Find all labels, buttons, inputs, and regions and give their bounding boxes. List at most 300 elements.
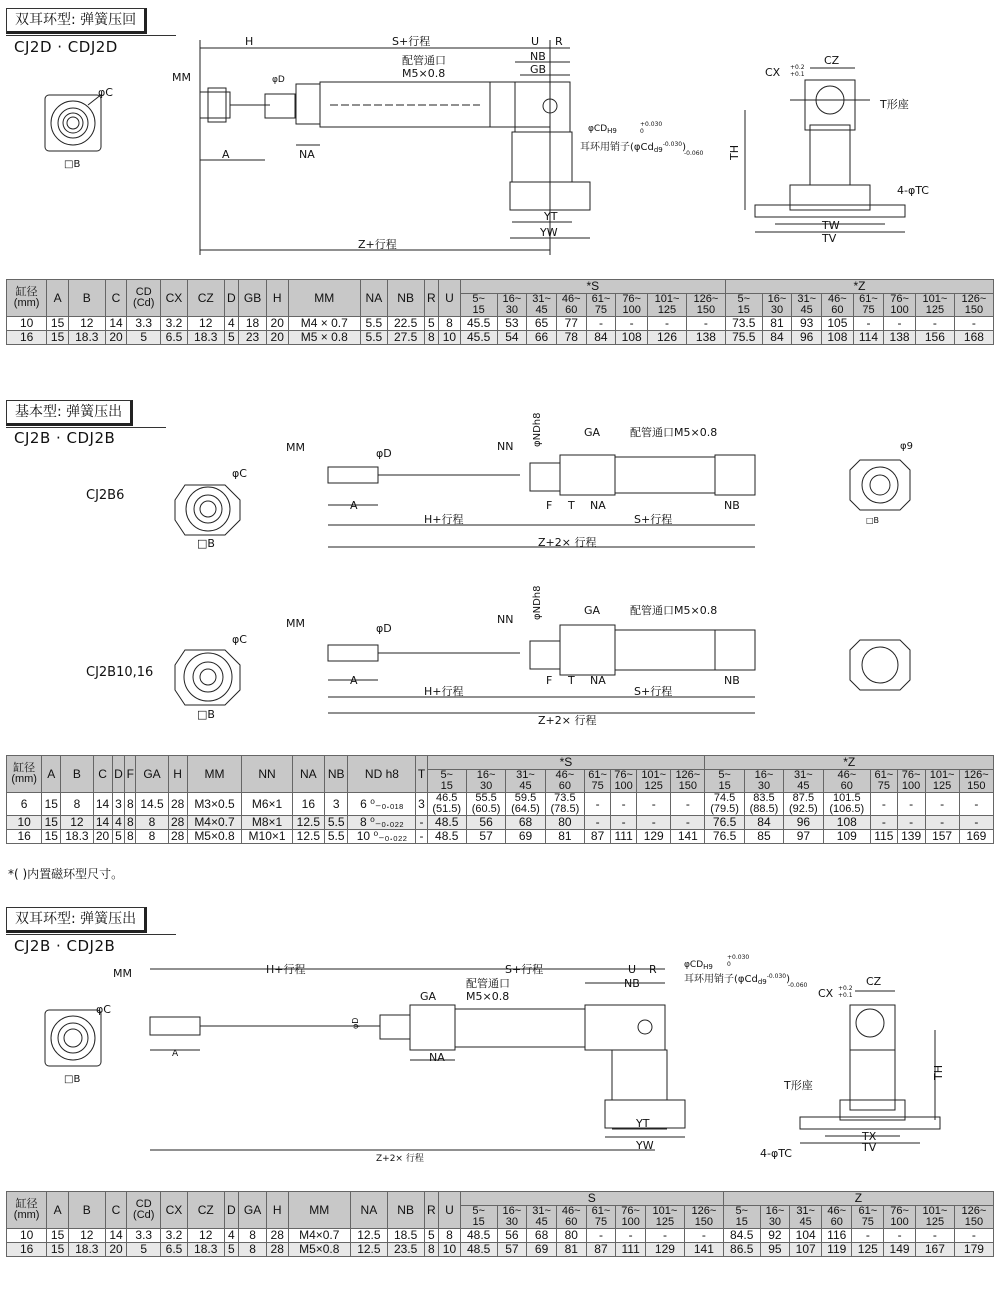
stroke-range-header: 76~ 100 — [616, 294, 648, 317]
t-seat-label: T形座 — [784, 1079, 813, 1092]
table-cell: 95 — [760, 1243, 790, 1257]
table-cell: 3 — [324, 793, 347, 816]
section-title: 基本型: 弹簧压出 — [6, 400, 133, 426]
dim-label-CD: φCD$_{H9}$ — [684, 960, 713, 971]
column-header: CX — [161, 1192, 188, 1229]
dim-label-TH: TH — [932, 1065, 945, 1080]
stroke-range-header: 126~ 150 — [954, 1206, 993, 1229]
table-cell: 6 ⁰₋₀.₀₁₈ — [348, 793, 416, 816]
end-view-left — [45, 1010, 101, 1066]
column-header: NA — [350, 1192, 387, 1229]
dim-label-TW: TW — [822, 219, 840, 232]
dim-label-MM: MM — [113, 967, 132, 980]
dim-label-S-stroke: S+行程 — [505, 963, 544, 976]
table-cell: 109 — [823, 830, 870, 844]
table-cell: 16 — [7, 331, 47, 345]
table-cell: 27.5 — [387, 331, 424, 345]
table-cell: 3.2 — [161, 1229, 188, 1243]
dim-label-MM: MM — [286, 441, 305, 454]
table-cell: 18.3 — [187, 1243, 224, 1257]
table-cell: 5 — [224, 331, 239, 345]
drawing-labels — [86, 413, 913, 727]
table-cell: M10×1 — [242, 830, 292, 844]
stroke-range-header: 61~ 75 — [586, 294, 616, 317]
dim-label-YT: YT — [544, 210, 558, 223]
stroke-range-header: 101~ 125 — [925, 770, 959, 793]
dim-label-phiNDh8-2: φNDh8 — [532, 585, 543, 620]
table-cell: - — [585, 793, 611, 816]
table-cell: 68 — [527, 1229, 557, 1243]
stroke-range-header: 31~ 45 — [790, 1206, 822, 1229]
column-header: GA — [136, 756, 168, 793]
table-cell: 8 — [125, 793, 136, 816]
dim-label-Z-stroke: Z+行程 — [358, 238, 397, 251]
port-size-label: M5×0.8 — [466, 990, 510, 1003]
stroke-range-header: 61~ 75 — [871, 770, 898, 793]
table-cell: 84.5 — [723, 1229, 760, 1243]
table-cell: 5.5 — [324, 816, 347, 830]
table-cell: 10 — [7, 317, 47, 331]
table-cell: 84 — [744, 816, 783, 830]
stroke-range-header: 16~ 30 — [760, 1206, 790, 1229]
table-cell: - — [853, 317, 883, 331]
dim-label-F-2: F — [546, 674, 553, 687]
table-cell: 8 — [424, 331, 439, 345]
table-cell: 167 — [915, 1243, 954, 1257]
table-cell: 73.5 (78.5) — [545, 793, 584, 816]
table-cell: 119 — [822, 1243, 852, 1257]
table-cell: 15 — [42, 830, 61, 844]
table-cell: 87 — [585, 830, 611, 844]
table-cell: 4 — [112, 816, 125, 830]
table-cell: 20 — [93, 830, 112, 844]
table-cell: 6.5 — [161, 1243, 188, 1257]
dim-label-YW: YW — [540, 226, 558, 239]
dim-label-A: A — [350, 499, 358, 512]
table-row — [7, 1243, 994, 1257]
table-cell: 138 — [884, 331, 916, 345]
column-header: H — [168, 756, 187, 793]
column-header: D — [224, 280, 239, 317]
table-cell: 78 — [556, 331, 586, 345]
table-cell: 83.5 (88.5) — [744, 793, 783, 816]
dim-label-CX-tol-lo: +0.1 — [790, 71, 805, 78]
table-cell: M6×1 — [242, 793, 292, 816]
table-cell: M4 × 0.7 — [288, 317, 361, 331]
table-cell: 15 — [47, 1229, 69, 1243]
table-cell: 169 — [959, 830, 993, 844]
table-cell: - — [616, 1229, 646, 1243]
drawing-basic-extend — [0, 395, 1000, 745]
table-cell: 96 — [792, 331, 822, 345]
cylinder-side-view — [200, 82, 590, 210]
table-cell: 101.5 (106.5) — [823, 793, 870, 816]
section-basic-spring-extend — [0, 395, 1000, 895]
stroke-range-header: 76~ 100 — [884, 294, 916, 317]
table-cell: 14 — [93, 816, 112, 830]
dim-label-CD-tol-lo: 0 — [640, 128, 644, 135]
section-double-clevis-spring-return — [0, 0, 1000, 375]
model-name: CJ2B · CDJ2B — [14, 937, 116, 955]
dim-label-U: U — [628, 963, 637, 976]
drawing-labels — [64, 34, 929, 251]
dim-label-GB: GB — [530, 63, 547, 76]
table-cell: 56 — [466, 816, 505, 830]
dim-label-CX: CX — [765, 66, 781, 79]
column-header: CX — [161, 280, 188, 317]
stroke-range-header: 61~ 75 — [585, 770, 611, 793]
table-cell: - — [871, 816, 898, 830]
table-cell: 8 — [239, 1243, 267, 1257]
table-cell: 28 — [168, 816, 187, 830]
table-cell: 56 — [497, 1229, 527, 1243]
dim-label-T-2: T — [568, 674, 575, 687]
stroke-range-header: 46~ 60 — [822, 294, 854, 317]
dim-label-H-stroke: H+行程 — [266, 963, 306, 976]
table-cell: 5 — [127, 331, 161, 345]
dim-label-GA-2: GA — [584, 604, 601, 617]
stroke-range-header: 61~ 75 — [586, 1206, 616, 1229]
column-header: 缸径 (mm) — [7, 280, 47, 317]
dim-label-B-2: □B — [197, 708, 215, 721]
table-cell: 28 — [266, 1243, 288, 1257]
column-header: A — [42, 756, 61, 793]
stroke-range-header: 46~ 60 — [822, 1206, 852, 1229]
cylinder-cj2b6 — [328, 455, 755, 547]
dim-label-T: T — [568, 499, 575, 512]
dim-label-CD-tol-up: +0.030 — [640, 121, 663, 128]
stroke-range-header: 5~ 15 — [427, 770, 466, 793]
drawing-double-clevis-return — [0, 0, 1000, 270]
table-cell: 81 — [545, 830, 584, 844]
dim-label-CX-tol-up: +0.2 — [838, 985, 853, 992]
table-cell: 8 — [239, 1229, 267, 1243]
column-header: B — [68, 280, 105, 317]
stroke-range-header: 46~ 60 — [545, 770, 584, 793]
column-header: NA — [361, 280, 388, 317]
column-header: ND h8 — [348, 756, 416, 793]
table-cell: M4×0.7 — [288, 1229, 350, 1243]
stroke-range-header: 61~ 75 — [853, 294, 883, 317]
column-header: MM — [187, 756, 242, 793]
dim-label-TC: 4-φTC — [897, 184, 929, 197]
column-header: CD (Cd) — [127, 1192, 161, 1229]
dim-label-S-stroke-2: S+行程 — [634, 685, 673, 698]
table-cell: 5 — [424, 317, 439, 331]
table-cell: 45.5 — [460, 317, 497, 331]
table-cell: 14 — [93, 793, 112, 816]
pin-label: 耳环用销子(φCd$_{d9}^{-0.030}$) — [580, 141, 686, 154]
stroke-range-header: 5~ 15 — [723, 1206, 760, 1229]
dim-label-CX: CX — [818, 987, 834, 1000]
table-cell: 3 — [112, 793, 125, 816]
table-cell: 84 — [586, 331, 616, 345]
table-cell: 76.5 — [705, 830, 744, 844]
dim-label-TH: TH — [728, 145, 741, 160]
drawing-labels — [64, 954, 945, 1164]
dim-label-CZ: CZ — [866, 975, 882, 988]
section-title: 双耳环型: 弹簧压回 — [6, 8, 147, 34]
table-cell: 16 — [292, 793, 324, 816]
column-group-s: *S — [427, 756, 705, 770]
column-header: U — [439, 1192, 461, 1229]
dim-label-F: F — [546, 499, 553, 512]
column-header: H — [266, 280, 288, 317]
column-header: NA — [292, 756, 324, 793]
table-row — [7, 331, 994, 345]
table-cell: 85 — [744, 830, 783, 844]
table-cell: 57 — [466, 830, 505, 844]
table-cell: - — [959, 793, 993, 816]
table-cell: 65 — [527, 317, 557, 331]
table-row — [7, 317, 994, 331]
table-cell: 45.5 — [460, 331, 497, 345]
end-view-cj2b6 — [175, 485, 240, 535]
stroke-range-header: 126~ 150 — [686, 294, 725, 317]
stroke-range-header: 31~ 45 — [506, 770, 545, 793]
table-cell: 8 — [61, 793, 93, 816]
table-cell: - — [585, 816, 611, 830]
table-cell: 48.5 — [427, 830, 466, 844]
table-cell: - — [959, 816, 993, 830]
dim-label-phiC: φC — [98, 86, 113, 99]
table-cell: - — [645, 1229, 684, 1243]
column-header: CZ — [187, 1192, 224, 1229]
table-cell: - — [915, 317, 954, 331]
table-cell: - — [616, 317, 648, 331]
table-cell: 5.5 — [324, 830, 347, 844]
table-cell: 12 — [68, 317, 105, 331]
dim-label-CD-tol-lo: 0 — [727, 961, 731, 968]
dim-label-Z2-stroke: Z+2× 行程 — [376, 1154, 424, 1164]
table-cell: 3.3 — [127, 1229, 161, 1243]
stroke-range-header: 101~ 125 — [645, 1206, 684, 1229]
table-cell: 5 — [112, 830, 125, 844]
table-cell: 5 — [127, 1243, 161, 1257]
dim-label-phiD: φD — [351, 1017, 360, 1029]
column-header: F — [125, 756, 136, 793]
table-cell: 16 — [7, 830, 42, 844]
dim-label-S-stroke: S+行程 — [392, 35, 431, 48]
stroke-range-header: 16~ 30 — [497, 1206, 527, 1229]
table-cell: 20 — [266, 317, 288, 331]
table-row — [7, 816, 994, 830]
column-group-z: *Z — [705, 756, 994, 770]
end-view-right-cj2b10 — [850, 640, 910, 690]
table-cell: M3×0.5 — [187, 793, 242, 816]
stroke-range-header: 31~ 45 — [784, 770, 823, 793]
dim-label-Z2-stroke: Z+2× 行程 — [538, 536, 597, 549]
table-cell: 73.5 — [725, 317, 762, 331]
column-header: D — [224, 1192, 239, 1229]
table-cell: - — [611, 816, 637, 830]
table-cell: 48.5 — [460, 1229, 497, 1243]
table-cell: 75.5 — [725, 331, 762, 345]
dim-label-S-stroke: S+行程 — [634, 513, 673, 526]
table-cell: 157 — [925, 830, 959, 844]
stroke-range-header: 126~ 150 — [671, 770, 705, 793]
table-cell: - — [925, 793, 959, 816]
stroke-range-header: 46~ 60 — [556, 294, 586, 317]
table-cell: 96 — [784, 816, 823, 830]
dim-label-NA: NA — [429, 1051, 445, 1064]
table-cell: 14 — [105, 317, 127, 331]
table-cell: M5×0.8 — [187, 830, 242, 844]
stroke-range-header: 126~ 150 — [684, 1206, 723, 1229]
table-cell: 69 — [506, 830, 545, 844]
table-cell: 54 — [497, 331, 527, 345]
table-cell: 93 — [792, 317, 822, 331]
dim-label-phiD: φD — [272, 75, 285, 85]
table-cell: 10 — [439, 331, 461, 345]
table-cell: 116 — [822, 1229, 852, 1243]
model-name: CJ2D · CDJ2D — [14, 38, 118, 56]
port-label: 配管通口 — [466, 977, 510, 990]
table-cell: 20 — [105, 331, 127, 345]
dim-label-TV: TV — [862, 1141, 877, 1154]
table-cell: 126 — [648, 331, 687, 345]
stroke-range-header: 46~ 60 — [556, 1206, 586, 1229]
table-cell: - — [611, 793, 637, 816]
port-size-label: M5×0.8 — [402, 67, 446, 80]
table-cell: 46.5 (51.5) — [427, 793, 466, 816]
table-cell: 12 — [187, 317, 224, 331]
table-cell: 81 — [762, 317, 792, 331]
table-cell: 18 — [239, 317, 267, 331]
stroke-range-header: 101~ 125 — [915, 294, 954, 317]
dim-label-GA: GA — [584, 426, 601, 439]
table-cell: 111 — [611, 830, 637, 844]
stroke-range-header: 76~ 100 — [884, 1206, 916, 1229]
table-cell: - — [954, 1229, 993, 1243]
table-cell: 149 — [884, 1243, 916, 1257]
table-cell: 14 — [105, 1229, 127, 1243]
dim-label-phiD-2: φD — [376, 622, 392, 635]
table-cell: 12 — [68, 1229, 105, 1243]
table-cell: 22.5 — [387, 317, 424, 331]
column-header: NB — [387, 280, 424, 317]
table-cell: - — [648, 317, 687, 331]
table-cell: 12.5 — [292, 816, 324, 830]
table-cell: 8 — [136, 816, 168, 830]
table-cell: 6 — [7, 793, 42, 816]
table-cell: 74.5 (79.5) — [705, 793, 744, 816]
cylinder-side-view — [150, 969, 685, 1150]
stroke-range-header: 126~ 150 — [954, 294, 993, 317]
pin-label: 耳环用销子(φCd$_{d9}^{-0.030}$) — [684, 973, 790, 986]
table-cell: 12 — [187, 1229, 224, 1243]
table-cell: 15 — [42, 793, 61, 816]
table-cell: 48.5 — [460, 1243, 497, 1257]
table-cell: - — [871, 793, 898, 816]
table-cell: - — [897, 816, 925, 830]
table-cell: 125 — [852, 1243, 884, 1257]
table-cell: 105 — [822, 317, 854, 331]
table-cell: 10 — [7, 816, 42, 830]
table-cell: 18.3 — [187, 331, 224, 345]
column-header: 缸径 (mm) — [7, 1192, 47, 1229]
table-cell: 111 — [616, 1243, 646, 1257]
table-cell: 168 — [954, 331, 993, 345]
column-header: GB — [239, 280, 267, 317]
table-cell: 15 — [47, 317, 69, 331]
column-header: 缸径 (mm) — [7, 756, 42, 793]
port-label-2: 配管通口M5×0.8 — [630, 604, 718, 617]
table-cell: 80 — [556, 1229, 586, 1243]
dim-label-H-stroke-2: H+行程 — [424, 685, 464, 698]
column-header: GA — [239, 1192, 267, 1229]
dim-label-CZ: CZ — [824, 54, 840, 67]
end-view-cj2b10 — [175, 650, 240, 705]
table-cell: - — [954, 317, 993, 331]
table-cell: 80 — [545, 816, 584, 830]
dim-label-NB: NB — [530, 50, 546, 63]
dim-label-phiC-2: φC — [232, 633, 247, 646]
table-cell: M5×0.8 — [288, 1243, 350, 1257]
table-cell: - — [586, 1229, 616, 1243]
table-cell: 108 — [823, 816, 870, 830]
column-group-s: *S — [460, 280, 725, 294]
table-cell: 16 — [7, 1243, 47, 1257]
table-cell: 8 ⁰₋₀.₀₂₂ — [348, 816, 416, 830]
table-cell: 10 — [7, 1229, 47, 1243]
table-cell: 108 — [616, 331, 648, 345]
table-cell: 5.5 — [361, 317, 388, 331]
table-cell: 3 — [416, 793, 427, 816]
table-cell: 20 — [105, 1243, 127, 1257]
stroke-range-header: 101~ 125 — [648, 294, 687, 317]
table-cell: 57 — [497, 1243, 527, 1257]
table-cell: 6.5 — [161, 331, 188, 345]
column-header: CD (Cd) — [127, 280, 161, 317]
table-cell: 114 — [853, 331, 883, 345]
table-cell: 5.5 — [361, 331, 388, 345]
column-header: NN — [242, 756, 292, 793]
stroke-range-header: 5~ 15 — [460, 294, 497, 317]
table-cell: - — [671, 793, 705, 816]
dim-label-CD: φCD$_{H9}$ — [588, 124, 617, 135]
dim-label-TX: TX — [862, 1130, 877, 1143]
pin-tol-lo: -0.060 — [788, 982, 808, 989]
table-cell: 15 — [47, 331, 69, 345]
table-cell: 156 — [915, 331, 954, 345]
table-cell: 48.5 — [427, 816, 466, 830]
column-group-z: Z — [723, 1192, 993, 1206]
table-cell: 108 — [822, 331, 854, 345]
table-cell: 87 — [586, 1243, 616, 1257]
table-cell: 76.5 — [705, 816, 744, 830]
table-cell: - — [897, 793, 925, 816]
table-cell: 69 — [527, 1243, 557, 1257]
dim-label-H: H — [245, 35, 254, 48]
dim-label-CX-tol-up: +0.2 — [790, 64, 805, 71]
table-cell: 81 — [556, 1243, 586, 1257]
table-cell: 28 — [168, 793, 187, 816]
end-view-right-cj2b6 — [850, 460, 910, 510]
table-cell: 141 — [684, 1243, 723, 1257]
table-cell: 5 — [424, 1229, 439, 1243]
port-label: 配管通口 — [402, 54, 446, 67]
table-cell: 5 — [224, 1243, 239, 1257]
dim-label-CD-tol-up: +0.030 — [727, 954, 750, 961]
dim-label-MM-2: MM — [286, 617, 305, 630]
table-row — [7, 1229, 994, 1243]
table-cell: 10 ⁰₋₀.₀₂₂ — [348, 830, 416, 844]
dim-label-B-right: □B — [866, 516, 880, 525]
table-cell: 14.5 — [136, 793, 168, 816]
clevis-end-view — [745, 68, 905, 232]
table-cell: 23.5 — [387, 1243, 424, 1257]
